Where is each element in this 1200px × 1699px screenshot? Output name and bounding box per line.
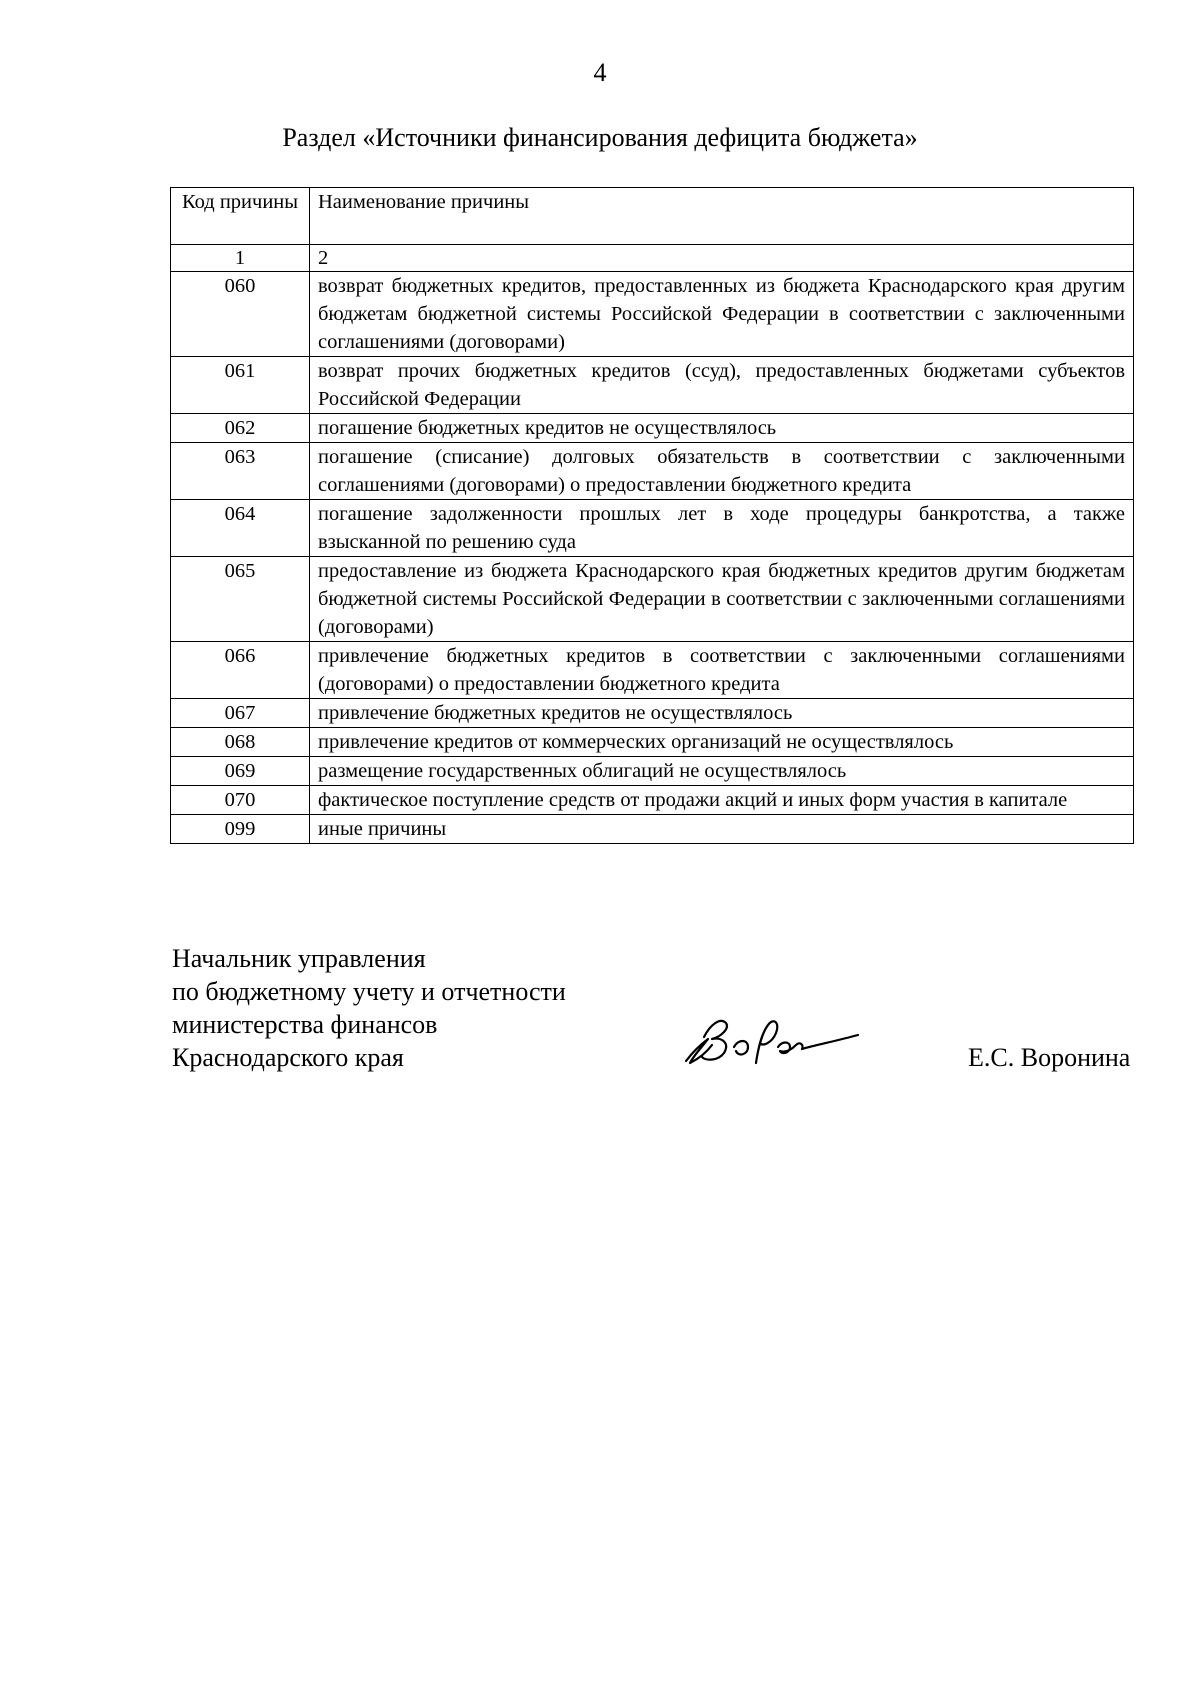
- table-row: [171, 642, 1134, 699]
- section-title: Раздел «Источники финансирования дефицита бюджета»: [282, 123, 918, 152]
- reason-name: размещение государственных облигаций не осуществлялось: [310, 757, 1134, 786]
- reason-name: привлечение бюджетных кредитов не осуществлялось: [310, 699, 1134, 728]
- table-row: [171, 815, 1134, 844]
- reason-code: 070: [171, 786, 310, 815]
- table-row: [171, 443, 1134, 500]
- reason-name: фактическое поступление средств от продажи акций и иных форм участия в капитале: [310, 786, 1134, 815]
- table-row: [171, 786, 1134, 815]
- reason-name: предоставление из бюджета Краснодарского края бюджетных кредитов другим бюджетам бюджетной системы Российской Федерации в соответствии с заключенными соглашениями (договорами): [310, 557, 1134, 642]
- reason-name: иные причины: [310, 815, 1134, 844]
- table-row: [171, 757, 1134, 786]
- reason-name: привлечение кредитов от коммерческих организаций не осуществлялось: [310, 728, 1134, 757]
- position-line: Краснодарского края: [172, 1043, 404, 1072]
- reason-name: возврат бюджетных кредитов, предоставленных из бюджета Краснодарского края другим бюджетам бюджетной системы Российской Федерации в соответствии с заключенными соглашениями (договорами): [310, 272, 1134, 357]
- table-row: [171, 699, 1134, 728]
- reason-code: 063: [171, 443, 310, 500]
- reason-name: погашение бюджетных кредитов не осуществлялось: [310, 414, 1134, 443]
- signature-position: [172, 942, 566, 1074]
- reason-name: погашение (списание) долговых обязательств в соответствии с заключенными соглашениями (договорами) о предоставлении бюджетного кредита: [310, 443, 1134, 500]
- header-code: Код причины: [171, 188, 310, 245]
- table-row: [171, 414, 1134, 443]
- table-column-numbers-row: [171, 245, 1134, 272]
- header-name: Наименование причины: [310, 188, 1134, 245]
- position-line: по бюджетному учету и отчетности: [172, 977, 566, 1006]
- handwritten-signature: [676, 1003, 866, 1073]
- table-row: [171, 272, 1134, 357]
- reason-code: 061: [171, 357, 310, 414]
- reason-code: 064: [171, 500, 310, 557]
- reason-name: погашение задолженности прошлых лет в ходе процедуры банкротства, а также взысканной по решению суда: [310, 500, 1134, 557]
- reason-code: 068: [171, 728, 310, 757]
- reason-code: 065: [171, 557, 310, 642]
- reason-code: 066: [171, 642, 310, 699]
- position-line: Начальник управления: [172, 944, 426, 973]
- reason-code: 062: [171, 414, 310, 443]
- table-row: [171, 500, 1134, 557]
- signer-name: Е.С. Воронина: [968, 1043, 1131, 1072]
- reason-name: привлечение бюджетных кредитов в соответствии с заключенными соглашениями (договорами) о предоставлении бюджетного кредита: [310, 642, 1134, 699]
- reason-code: 060: [171, 272, 310, 357]
- table-row: [171, 557, 1134, 642]
- table-row: [171, 357, 1134, 414]
- table-header-row: [171, 188, 1134, 245]
- page-number: 4: [593, 58, 607, 87]
- reasons-table: [170, 187, 1134, 844]
- table-row: [171, 728, 1134, 757]
- reason-code: 099: [171, 815, 310, 844]
- column-number-code: 1: [171, 245, 310, 272]
- position-line: министерства финансов: [172, 1010, 438, 1039]
- reason-code: 069: [171, 757, 310, 786]
- reason-code: 067: [171, 699, 310, 728]
- column-number-name: 2: [310, 245, 1134, 272]
- reason-name: возврат прочих бюджетных кредитов (ссуд), предоставленных бюджетами субъектов Российской Федерации: [310, 357, 1134, 414]
